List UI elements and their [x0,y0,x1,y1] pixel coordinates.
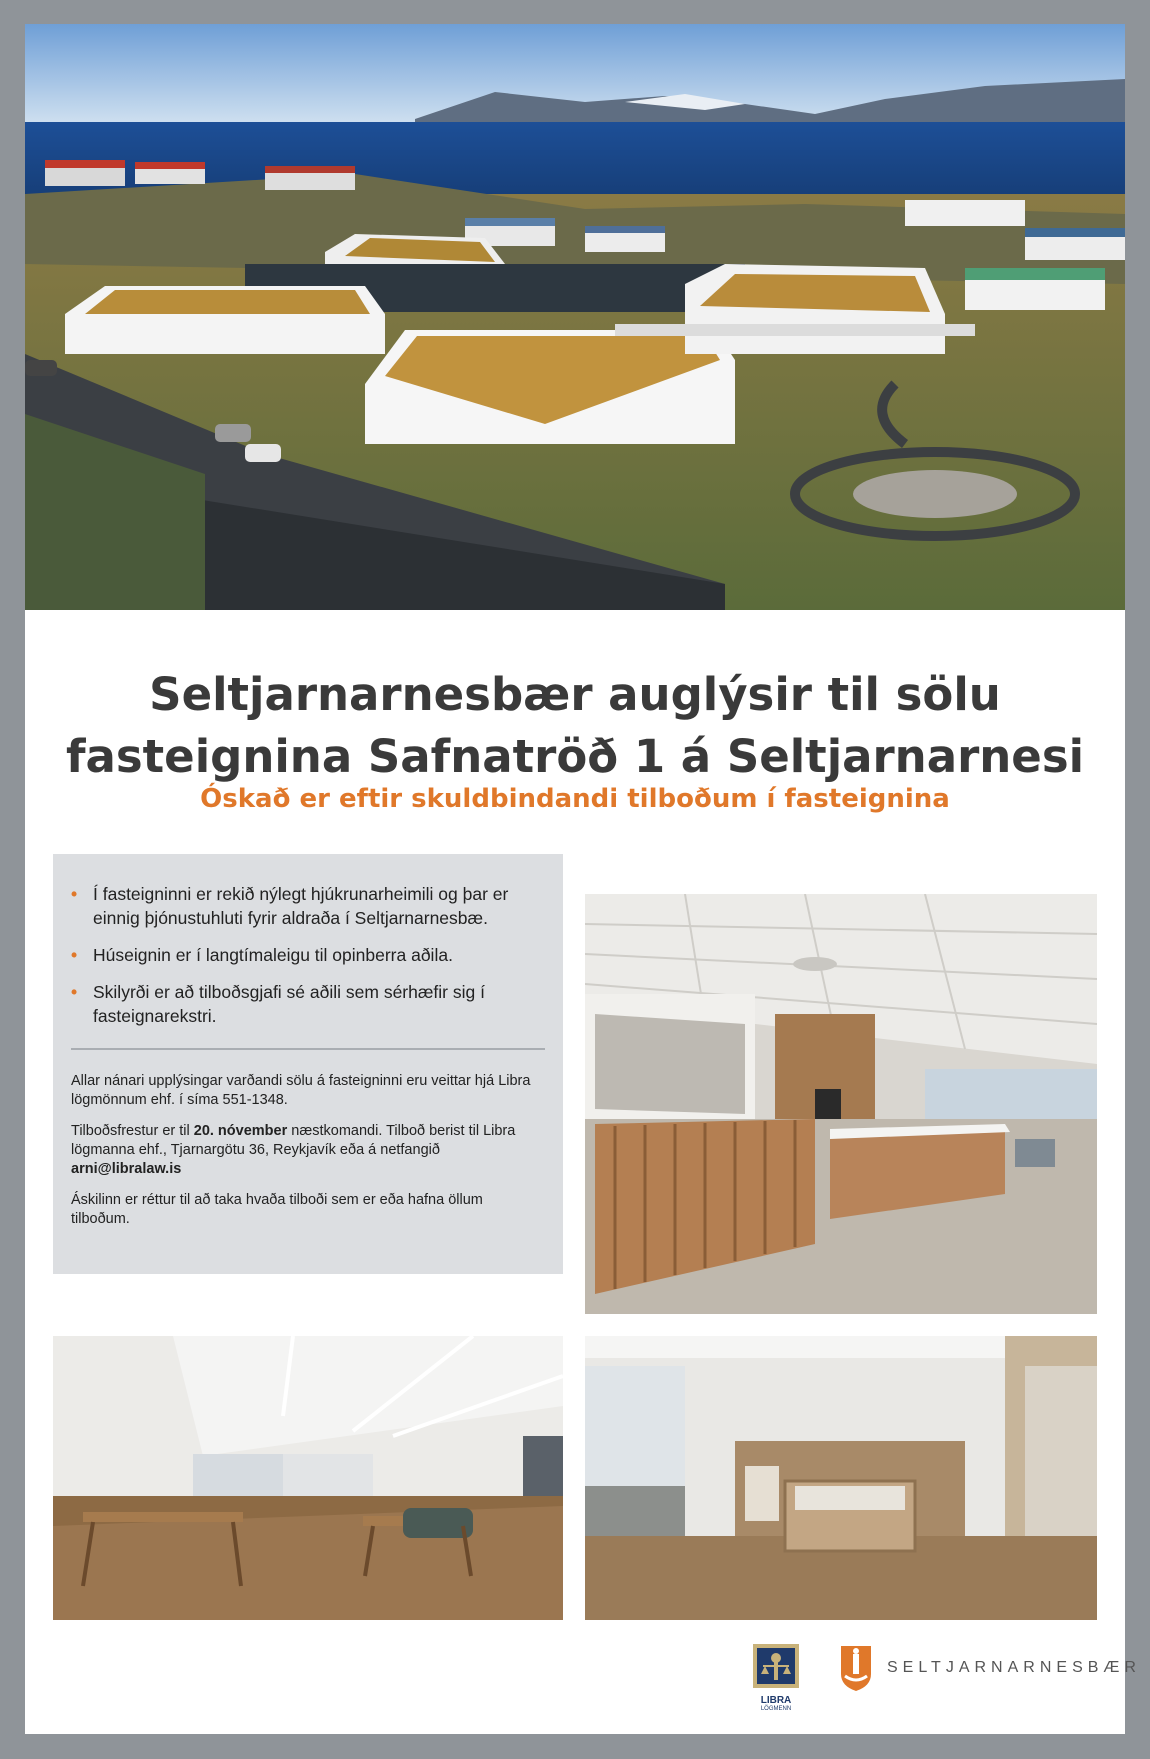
deadline-paragraph [71,1122,545,1179]
scales-of-justice-icon [753,1644,799,1688]
libra-logo-name: LIBRA [760,1695,792,1706]
bullet-icon: • [71,884,78,904]
list-item [71,980,545,1028]
bullet-text: Í fasteigninni er rekið nýlegt hjúkrunarheimili og þar er einnig þjónustuhluti fyrir aldraða í Seltjarnarnesbæ. [93,884,509,928]
info-box [53,854,563,1274]
list-item [71,943,545,967]
libra-logo [753,1644,799,1712]
subheadline: Óskað er eftir skuldbindandi tilboðum í fasteignina [200,784,950,814]
headline [25,664,1125,788]
bullet-icon: • [71,982,78,1002]
reservation-paragraph: Áskilinn er réttur til að taka hvaða tilboði sem er eða hafna öllum tilboðum. [71,1192,483,1227]
headline-line-2: fasteignina Safnatröð 1 á Seltjarnarnesi [65,730,1085,783]
libra-logo-subtitle: LÖGMENN [760,1706,792,1712]
deadline-date: 20. nóvember [193,1123,288,1139]
town-name: SELTJARNARNESBÆR [887,1659,1141,1676]
deadline-suffix: næstkomandi. Tilboð berist til Libra lögmanna ehf., Tjarnargötu 36, Reykjavík eða á netfangið [71,1123,516,1158]
bedroom-photo [585,1336,1097,1620]
aerial-photo [25,24,1125,610]
bullet-list [71,882,545,1028]
bullet-text: Húseignin er í langtímaleigu til opinberra aðila. [93,945,453,965]
dining-room-photo [53,1336,563,1620]
divider [71,1048,545,1050]
town-crest-icon [839,1644,873,1692]
bullet-text: Skilyrði er að tilboðsgjafi sé aðili sem sérhæfir sig í fasteignarekstri. [93,982,485,1026]
deadline-prefix: Tilboðsfrestur er til [71,1123,194,1139]
list-item [71,882,545,930]
contact-paragraph: Allar nánari upplýsingar varðandi sölu á fasteigninni eru veittar hjá Libra lögmönnum ehf. í síma 551-1348. [71,1073,531,1108]
email-address[interactable]: arni@libralaw.is [71,1161,182,1177]
seltjarnarnesbaer-logo [839,1644,1141,1692]
headline-line-1: Seltjarnarnesbær auglýsir til sölu [149,668,1001,721]
advertisement-sheet [25,24,1141,1734]
bullet-icon: • [71,945,78,965]
reception-photo [585,894,1097,1314]
